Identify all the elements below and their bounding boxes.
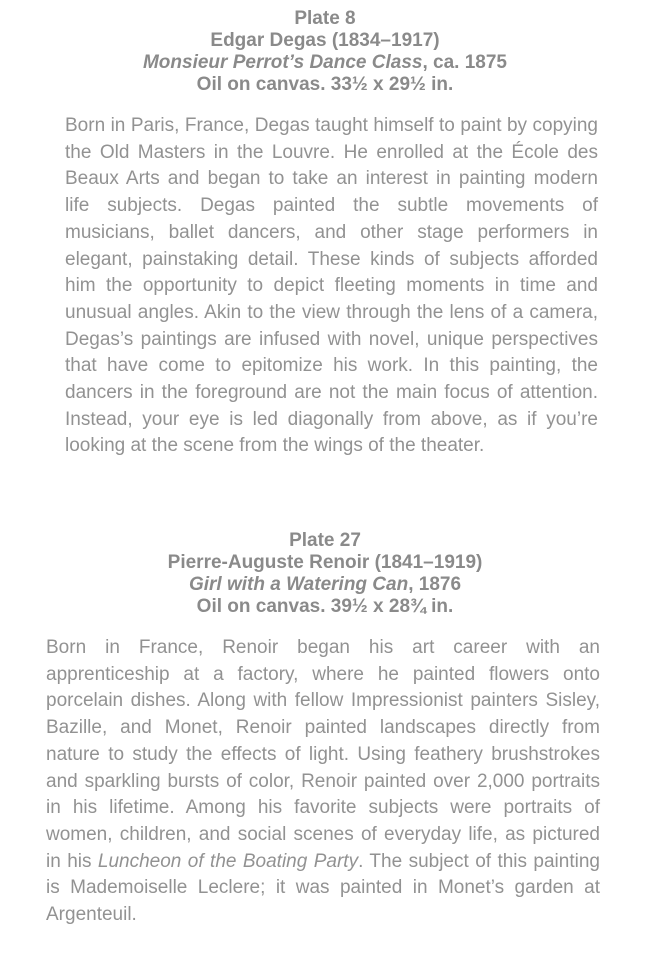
artwork-title: Girl with a Watering Can <box>188 574 409 595</box>
artwork-title: Monsieur Perrot’s Dance Class <box>142 52 423 73</box>
plate-caption <box>0 530 650 618</box>
artwork-medium: Oil on canvas. 39½ x 28¾ in. <box>196 596 454 617</box>
artist-name: Edgar Degas (1834–1917) <box>210 30 440 51</box>
artwork-title-line <box>0 574 650 596</box>
description-text: Born in France, Renoir began his art career with an apprenticeship at a factory, where he painted flowers onto porcelain dishes. Along with fellow Impressionist painters Sisley, Bazille, and Monet, Renoir painted landscapes directly from nature to study the effects of light. Using feathery brushstrokes and sparkling bursts of color, Renoir painted over 2,000 portraits in his lifetime. Among his favorite subjects were portraits of women, children, and social scenes of everyday life, as pictured in his <box>46 637 600 872</box>
plate-caption <box>0 8 650 96</box>
artwork-title-line <box>0 52 650 74</box>
plate-number: Plate 27 <box>289 530 361 551</box>
plate-8-entry <box>0 8 650 460</box>
referenced-artwork-title: Luncheon of the Boating Party <box>97 850 359 872</box>
artwork-medium: Oil on canvas. 33½ x 29½ in. <box>196 74 454 95</box>
artwork-date: , ca. 1875 <box>422 52 507 73</box>
artist-name: Pierre-Auguste Renoir (1841–1919) <box>167 552 483 573</box>
plate-number: Plate 8 <box>294 8 356 29</box>
description-text: . The subject of this painting is Mademoiselle Leclere; it was painted in Monet’s garden at Argenteuil. <box>46 850 600 926</box>
plate-description: Born in Paris, France, Degas taught himself to paint by copying the Old Masters in the Louvre. He enrolled at the École des Beaux Arts and began to take an interest in painting modern life subjects. Degas painted the subtle movements of musicians, ballet dancers, and other stage performers in elegant, painstaking detail. These kinds of subjects afforded him the opportunity to depict fleeting moments in time and unusual angles. Akin to the view through the lens of a camera, Degas’s paintings are infused with novel, unique perspectives that have come to epitomize his work. In this painting, the dancers in the foreground are not the main focus of attention. Instead, your eye is led diagonally from above, as if you’re looking at the scene from the wings of the theater. <box>65 115 598 457</box>
plate-description <box>46 635 600 929</box>
artwork-date: , 1876 <box>408 574 462 595</box>
plate-27-entry <box>0 530 650 929</box>
